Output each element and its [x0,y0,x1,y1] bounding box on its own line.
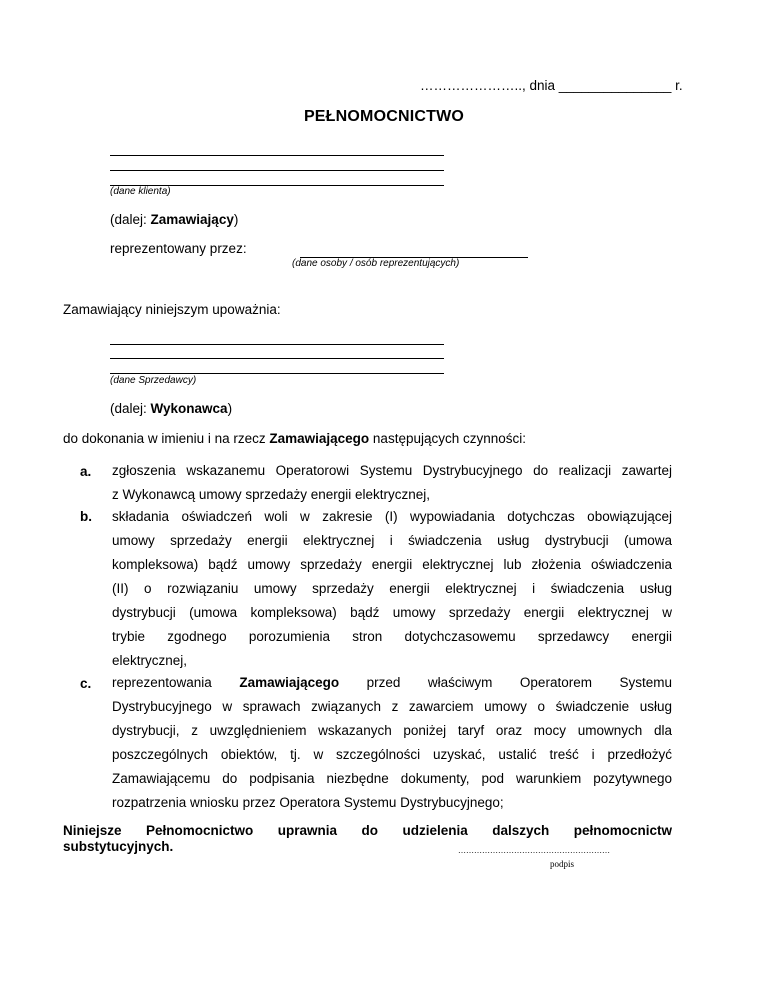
item-b-line-5: dystrybucji (umowa kompleksowa) bądź umowy sprzedaży energii elektrycznej w [112,605,672,620]
item-b-label: b. [80,509,92,524]
represented-label: reprezentowany przez: [110,241,247,256]
item-c-suffix: przed właściwym Operatorem Systemu [339,675,672,690]
item-b-line-6: trybie zgodnego porozumienia stron dotychczasowemu sprzedawcy energii [112,629,672,644]
signature-label: podpis [549,859,574,869]
seller-dalej [110,401,232,416]
client-dalej-name: Zamawiający [150,212,234,227]
client-line-1 [110,155,444,156]
item-a-line-1: zgłoszenia wskazanemu Operatorowi Systemu Dystrybucyjnego do realizacji zawartej [112,463,672,478]
item-c-line-5: Zamawiającemu do podpisania niezbędne dokumenty, pod warunkiem pozytywnego [112,771,672,786]
item-c-label: c. [80,676,92,691]
item-b-line-3: kompleksowa) bądź umowy sprzedaży energii elektrycznej lub złożenia oświadczenia [112,557,672,572]
item-c-line-6: rozpatrzenia wniosku przez Operatora Systemu Dystrybucyjnego; [112,795,504,810]
seller-line-2 [110,358,444,359]
document-title: PEŁNOMOCNICTWO [303,108,465,125]
authorizes-text: Zamawiający niniejszym upoważnia: [63,302,281,317]
item-b-line-4: (II) o rozwiązaniu umowy sprzedaży energii elektrycznej i świadczenia usług [112,581,672,596]
item-c-line-2: Dystrybucyjnego w sprawach związanych z zawarciem umowy o świadczenie usług [112,699,672,714]
purpose-name: Zamawiającego [269,431,370,446]
closing-line-1: Niniejsze Pełnomocnictwo uprawnia do udzielenia dalszych pełnomocnictw [63,823,672,838]
item-b-line-7: elektrycznej, [112,653,188,668]
seller-dalej-name: Wykonawca [150,401,228,416]
item-a-line-2: z Wykonawcą umowy sprzedaży energii elektrycznej, [112,487,431,502]
item-a-label: a. [80,464,92,479]
seller-dalej-suffix: ) [227,401,233,416]
item-c-line-4: poszczególnych obiektów, tj. w szczególności uzyskać, ustalić treść i przedłożyć [112,747,672,762]
client-dalej-prefix: (dalej: [110,212,151,227]
date-line: ………………….., dnia _______________ r. [420,78,683,93]
seller-line-3 [110,373,444,374]
item-c-prefix: reprezentowania [112,675,240,690]
purpose-prefix: do dokonania w imieniu i na rzecz [63,431,270,446]
item-b-line-2: umowy sprzedaży energii elektrycznej i świadczenia usług dystrybucji (umowa [112,533,672,548]
seller-caption: (dane Sprzedawcy) [110,375,197,386]
purpose-text [63,431,526,446]
client-dalej [110,212,238,227]
seller-dalej-prefix: (dalej: [110,401,151,416]
closing-line-2: substytucyjnych. [63,839,174,854]
item-b-line-1: składania oświadczeń woli w zakresie (I) wypowiadania dotychczas obowiązującej [112,509,672,524]
seller-line-1 [110,344,444,345]
signature-dots: ………………………………………………… [458,846,610,855]
client-caption: (dane klienta) [110,186,171,197]
purpose-suffix: następujących czynności: [369,431,527,446]
item-c-line-1 [112,671,672,695]
client-dalej-suffix: ) [233,212,239,227]
item-c-line-3: dystrybucji, z uwzględnieniem wskazanych poniżej taryf oraz mocy umownych dla [112,723,672,738]
item-c-name: Zamawiającego [239,675,340,690]
client-line-2 [110,170,444,171]
represented-caption: (dane osoby / osób reprezentujących) [292,258,460,269]
